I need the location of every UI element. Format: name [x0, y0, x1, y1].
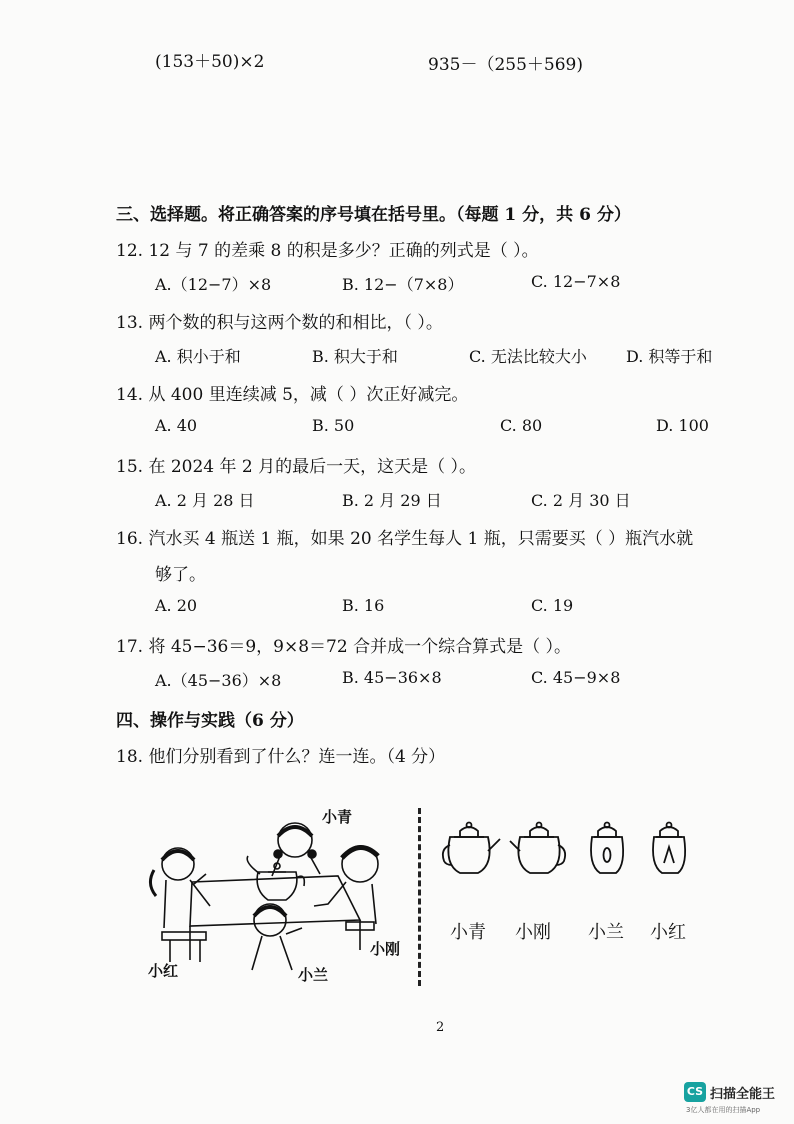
kid-xiaolan: [252, 904, 302, 970]
q16-stem-line1: 16. 汽水买 4 瓶送 1 瓶，如果 20 名学生每人 1 瓶，只需要买（ ）瓶汽水就: [116, 529, 694, 549]
kettle-view-front-handle: [591, 823, 623, 874]
q17-option-a: A.（45−36）×8: [155, 671, 282, 690]
q13-stem: 13. 两个数的积与这两个数的和相比，（ ）。: [116, 313, 443, 333]
kettle-views: [440, 815, 700, 885]
q12-stem: 12. 12 与 7 的差乘 8 的积是多少？正确的列式是（ ）。: [116, 241, 539, 261]
q13-option-b: B. 积大于和: [312, 347, 398, 366]
q18-stem: 18. 他们分别看到了什么？连一连。（4 分）: [116, 747, 446, 767]
answer-label-2: 小刚: [515, 922, 551, 943]
q14-stem: 14. 从 400 里连续减 5，减（ ）次正好减完。: [116, 385, 469, 405]
bench-left: [162, 932, 206, 940]
expr-2: 935－（255＋569): [428, 55, 583, 75]
answer-label-4: 小红: [650, 922, 686, 943]
kettle-view-side-1: [443, 823, 500, 874]
label-xiaolan: 小兰: [298, 966, 329, 984]
answer-label-3: 小兰: [588, 922, 624, 943]
section-4-heading: 四、操作与实践（6 分）: [116, 711, 304, 731]
label-xiaoqing: 小青: [322, 808, 353, 826]
q17-option-b: B. 45−36×8: [342, 668, 442, 687]
q16-option-a: A. 20: [155, 596, 198, 615]
q12-option-c: C. 12−7×8: [531, 272, 621, 291]
q17-option-c: C. 45−9×8: [531, 668, 621, 687]
q14-option-b: B. 50: [312, 416, 355, 435]
q15-option-b: B. 2 月 29 日: [342, 491, 442, 510]
dashed-divider: [418, 808, 421, 986]
q17-stem: 17. 将 45−36＝9，9×8＝72 合并成一个综合算式是（ ）。: [116, 637, 571, 657]
section-3-heading: 三、选择题。将正确答案的序号填在括号里。（每题 1 分，共 6 分）: [116, 205, 631, 225]
kids-table-illustration: [140, 800, 415, 995]
camscanner-logo-icon: CS: [684, 1082, 706, 1102]
scanner-slogan: 3亿人都在用的扫描App: [686, 1106, 761, 1114]
q13-option-d: D. 积等于和: [626, 347, 713, 366]
scanner-app-name: 扫描全能王: [710, 1087, 776, 1102]
q13-option-a: A. 积小于和: [155, 347, 241, 366]
kettle-view-front-spout: [653, 823, 685, 874]
q14-option-c: C. 80: [500, 416, 543, 435]
page-number: 2: [436, 1020, 445, 1035]
q12-option-a: A.（12−7）×8: [155, 275, 272, 294]
answer-label-1: 小青: [450, 922, 486, 943]
q15-stem: 15. 在 2024 年 2 月的最后一天，这天是（ ）。: [116, 457, 477, 477]
label-xiaohong: 小红: [148, 962, 179, 980]
label-xiaogang: 小刚: [370, 940, 401, 958]
table-top: [190, 876, 360, 926]
kid-xiaohong: [150, 848, 210, 928]
q15-option-a: A. 2 月 28 日: [155, 491, 255, 510]
kid-xiaogang: [314, 846, 378, 924]
expr-1: (153＋50)×2: [155, 52, 265, 72]
q15-option-c: C. 2 月 30 日: [531, 491, 631, 510]
q14-option-a: A. 40: [155, 416, 198, 435]
q13-option-c: C. 无法比较大小: [469, 347, 587, 366]
q12-option-b: B. 12−（7×8）: [342, 275, 464, 294]
kettle-view-side-2: [510, 823, 565, 874]
q16-option-b: B. 16: [342, 596, 385, 615]
q16-stem-line2: 够了。: [155, 565, 206, 585]
q14-option-d: D. 100: [656, 416, 709, 435]
q16-option-c: C. 19: [531, 596, 574, 615]
